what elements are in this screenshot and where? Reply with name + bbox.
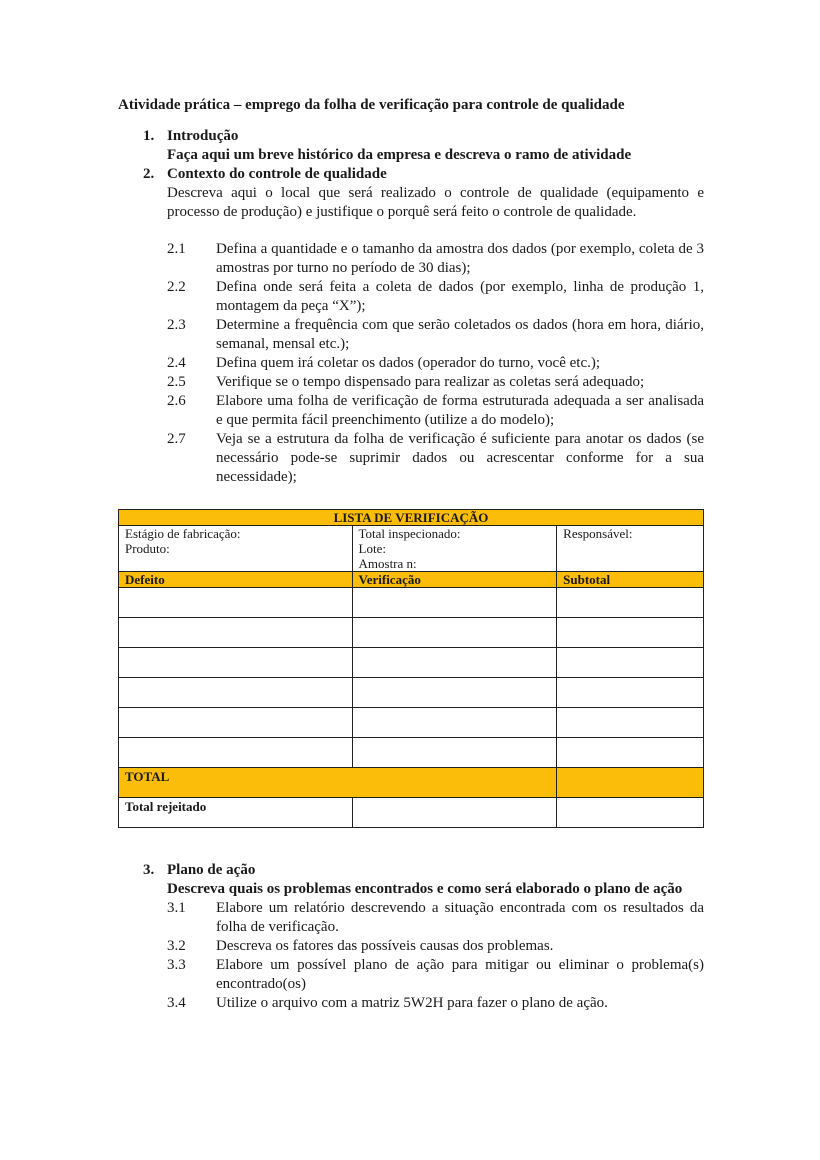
- list-item: [118, 316, 704, 354]
- total-value-cell[interactable]: [557, 768, 704, 798]
- subtotal-cell[interactable]: [557, 678, 704, 708]
- total-label: TOTAL: [119, 768, 557, 798]
- item-text: Utilize o arquivo com a matriz 5W2H para fazer o plano de ação.: [216, 995, 608, 1011]
- total-row: [119, 768, 704, 798]
- list-item: [118, 354, 704, 373]
- info-cell-stage: [119, 526, 353, 572]
- subtotal-cell[interactable]: [557, 618, 704, 648]
- item-text: Elabore uma folha de verificação de forma estruturada adequada a ser analisada e que permita fácil preenchimento (utilize a do modelo);: [216, 393, 704, 428]
- item-text: Elabore um possível plano de ação para mitigar ou eliminar o problema(s) encontrado(os): [216, 957, 704, 992]
- section-number: 1.: [143, 128, 155, 144]
- item-number: 3.1: [167, 900, 186, 916]
- item-number: 2.1: [167, 241, 186, 257]
- subtotal-cell[interactable]: [557, 648, 704, 678]
- responsible-label: Responsável:: [563, 526, 633, 541]
- defect-cell[interactable]: [119, 618, 353, 648]
- section-heading: Plano de ação: [167, 862, 256, 878]
- section2-item-list: [118, 240, 704, 487]
- table-row: [119, 648, 704, 678]
- section-number: 3.: [143, 862, 155, 878]
- item-text: Defina quem irá coletar os dados (operador do turno, você etc.);: [216, 355, 601, 371]
- verification-cell[interactable]: [352, 618, 557, 648]
- verification-cell[interactable]: [352, 678, 557, 708]
- verification-cell[interactable]: [352, 588, 557, 618]
- rejected-verification-cell[interactable]: [352, 798, 557, 828]
- list-item: [118, 937, 704, 956]
- lot-label: Lote:: [358, 541, 386, 556]
- stage-label: Estágio de fabricação:: [125, 526, 241, 541]
- sample-label: Amostra n:: [358, 556, 417, 571]
- checklist-table: [118, 509, 704, 828]
- list-item: [118, 373, 704, 392]
- item-number: 2.6: [167, 393, 186, 409]
- column-header-subtotal: Subtotal: [557, 572, 704, 588]
- item-text: Verifique se o tempo dispensado para realizar as coletas será adequado;: [216, 374, 645, 390]
- document-title: Atividade prática – emprego da folha de verificação para controle de qualidade: [118, 97, 625, 113]
- checklist-header: LISTA DE VERIFICAÇÃO: [119, 510, 704, 526]
- section-quality-context: [118, 165, 704, 222]
- list-item: [118, 240, 704, 278]
- table-row: [119, 738, 704, 768]
- list-item: [118, 392, 704, 430]
- subtotal-cell[interactable]: [557, 738, 704, 768]
- section3-item-list: [118, 899, 704, 1013]
- section-number: 2.: [143, 166, 155, 182]
- section-action-plan: [118, 861, 704, 899]
- subtotal-cell[interactable]: [557, 708, 704, 738]
- table-row: [119, 678, 704, 708]
- section-subheading: Faça aqui um breve histórico da empresa e descreva o ramo de atividade: [167, 147, 632, 163]
- item-number: 2.7: [167, 431, 186, 447]
- rejected-subtotal-cell[interactable]: [557, 798, 704, 828]
- rejected-row: [119, 798, 704, 828]
- list-item: [118, 956, 704, 994]
- item-text: Defina a quantidade e o tamanho da amostra dos dados (por exemplo, coleta de 3 amostras por turno no período de 30 dias);: [216, 241, 704, 276]
- verification-cell[interactable]: [352, 648, 557, 678]
- item-number: 2.2: [167, 279, 186, 295]
- verification-cell[interactable]: [352, 708, 557, 738]
- table-row: [119, 588, 704, 618]
- list-item: [118, 899, 704, 937]
- verification-cell[interactable]: [352, 738, 557, 768]
- section-heading: Contexto do controle de qualidade: [167, 166, 387, 182]
- section-subheading: Descreva quais os problemas encontrados e como será elaborado o plano de ação: [167, 881, 683, 897]
- section-heading: Introdução: [167, 128, 239, 144]
- item-text: Veja se a estrutura da folha de verificação é suficiente para anotar os dados (se necessário pode-se suprimir dados ou acrescentar conforme for a sua necessidade);: [216, 431, 704, 485]
- item-text: Determine a frequência com que serão coletados os dados (hora em hora, diário, semanal, mensal etc.);: [216, 317, 704, 352]
- rejected-label: Total rejeitado: [119, 798, 353, 828]
- item-number: 2.5: [167, 374, 186, 390]
- item-number: 3.3: [167, 957, 186, 973]
- info-cell-inspection: [352, 526, 557, 572]
- section-body: Descreva aqui o local que será realizado o controle de qualidade (equipamento e processo de produção) e justifique o porquê será feito o controle de qualidade.: [167, 185, 704, 220]
- info-cell-responsible: [557, 526, 704, 572]
- item-number: 3.4: [167, 995, 186, 1011]
- total-inspected-label: Total inspecionado:: [358, 526, 461, 541]
- column-header-defect: Defeito: [119, 572, 353, 588]
- defect-cell[interactable]: [119, 648, 353, 678]
- section-introduction: [118, 127, 704, 165]
- item-text: Defina onde será feita a coleta de dados (por exemplo, linha de produção 1, montagem da peça “X”);: [216, 279, 704, 314]
- product-label: Produto:: [125, 541, 170, 556]
- defect-cell[interactable]: [119, 708, 353, 738]
- item-text: Descreva os fatores das possíveis causas dos problemas.: [216, 938, 554, 954]
- item-number: 2.4: [167, 355, 186, 371]
- defect-cell[interactable]: [119, 678, 353, 708]
- table-row: [119, 708, 704, 738]
- defect-cell[interactable]: [119, 738, 353, 768]
- list-item: [118, 278, 704, 316]
- column-header-verification: Verificação: [352, 572, 557, 588]
- list-item: [118, 994, 704, 1013]
- item-number: 2.3: [167, 317, 186, 333]
- subtotal-cell[interactable]: [557, 588, 704, 618]
- list-item: [118, 430, 704, 487]
- defect-cell[interactable]: [119, 588, 353, 618]
- item-number: 3.2: [167, 938, 186, 954]
- item-text: Elabore um relatório descrevendo a situação encontrada com os resultados da folha de verificação.: [216, 900, 704, 935]
- table-row: [119, 618, 704, 648]
- document-page: [118, 96, 704, 1013]
